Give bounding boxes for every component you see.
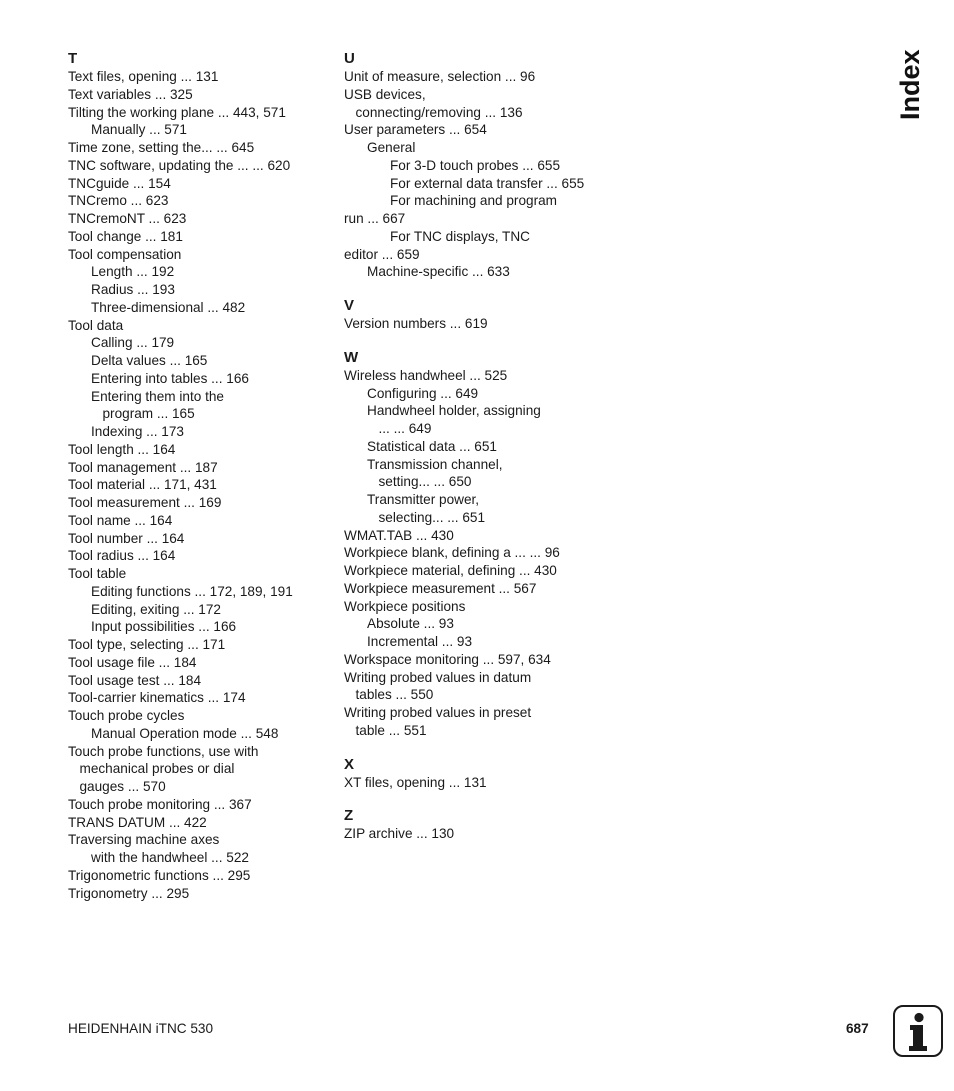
index-letter-heading: V — [344, 297, 355, 314]
index-entry: WMAT.TAB ... 430 — [344, 527, 454, 543]
index-entry: User parameters ... 654 — [344, 122, 487, 138]
index-entry: Tool data — [68, 317, 124, 333]
side-title-text: Index — [895, 49, 925, 120]
index-entry: Writing probed values in preset — [344, 705, 532, 720]
index-entry: ... ... 649 — [378, 421, 432, 436]
index-entry: For machining and program — [390, 193, 557, 209]
index-entry: table ... 551 — [355, 722, 427, 738]
index-entry: Radius ... 193 — [91, 282, 175, 297]
index-entry: Tool usage test ... 184 — [68, 672, 202, 688]
index-entry: Tool change ... 181 — [68, 228, 183, 244]
index-entry: Traversing machine axes — [68, 832, 220, 848]
index-entry: ZIP archive ... 130 — [344, 826, 455, 842]
index-column-right — [344, 49, 604, 843]
index-letter-heading: X — [344, 755, 355, 773]
index-entry: Tool material ... 171, 431 — [68, 477, 217, 493]
index-entry: Tool type, selecting ... 171 — [68, 637, 226, 652]
index-entry: Indexing ... 173 — [91, 424, 184, 439]
index-entry: TRANS DATUM ... 422 — [68, 814, 207, 830]
index-entry: Workspace monitoring ... 597, 634 — [344, 651, 551, 667]
index-group — [344, 49, 604, 281]
index-entry: Tool-carrier kinematics ... 174 — [68, 690, 246, 706]
index-entry: Workpiece positions — [344, 598, 466, 614]
index-entry: Handwheel holder, assigning — [367, 403, 541, 419]
index-entry: Delta values ... 165 — [91, 353, 208, 368]
index-entry: setting... ... 650 — [378, 474, 472, 490]
index-entry: For 3-D touch probes ... 655 — [390, 157, 561, 173]
index-entry: Text files, opening ... 131 — [68, 69, 219, 84]
footer-title: HEIDENHAIN iTNC 530 — [68, 1021, 214, 1036]
index-entry: TNCremoNT ... 623 — [68, 211, 187, 226]
index-entry: Entering them into the — [91, 388, 224, 404]
index-entry: Workpiece material, defining ... 430 — [344, 563, 557, 578]
index-entry: Manual Operation mode ... 548 — [91, 725, 279, 741]
index-entry: Tool measurement ... 169 — [68, 495, 222, 510]
index-entry: with the handwheel ... 522 — [91, 850, 249, 865]
index-entry: Transmitter power, — [367, 492, 480, 507]
index-entry: Workpiece measurement ... 567 — [344, 580, 537, 596]
index-entry: TNCremo ... 623 — [68, 193, 169, 209]
index-entry: Touch probe cycles — [68, 708, 185, 723]
index-entry: Tool table — [68, 566, 127, 581]
index-entry: Manually ... 571 — [91, 122, 187, 138]
index-entry: Absolute ... 93 — [367, 616, 454, 632]
index-entry: TNCguide ... 154 — [68, 175, 171, 191]
index-group — [344, 296, 604, 333]
index-entry: gauges ... 570 — [79, 779, 166, 794]
index-entry: TNC software, updating the ... ... 620 — [68, 157, 291, 173]
index-letter-heading: U — [344, 50, 355, 67]
index-entry: Version numbers ... 619 — [344, 316, 488, 331]
index-entry: XT files, opening ... 131 — [344, 774, 487, 790]
index-letter-heading: W — [344, 348, 359, 366]
index-entry: run ... 667 — [344, 211, 406, 226]
index-entry: General — [367, 140, 416, 155]
index-entry: Calling ... 179 — [91, 335, 175, 351]
index-entry: Tool management ... 187 — [68, 459, 218, 475]
index-entry: Editing functions ... 172, 189, 191 — [91, 583, 293, 599]
index-entry: selecting... ... 651 — [378, 509, 486, 525]
index-entry: For TNC displays, TNC — [390, 228, 530, 244]
index-entry: Tool radius ... 164 — [68, 548, 176, 564]
info-icon — [893, 1005, 943, 1057]
index-entry: connecting/removing ... 136 — [355, 104, 523, 120]
index-entry: Tool compensation — [68, 246, 182, 262]
page-number: 687 — [846, 1021, 869, 1036]
index-entry: Writing probed values in datum — [344, 669, 532, 685]
index-group — [344, 755, 604, 792]
index-entry: USB devices, — [344, 86, 426, 102]
index-entry: Tilting the working plane ... 443, 571 — [68, 104, 286, 120]
index-entry: Statistical data ... 651 — [367, 438, 497, 454]
index-entry: editor ... 659 — [344, 246, 420, 262]
index-entry: mechanical probes or dial — [79, 761, 235, 777]
index-column-left — [68, 49, 318, 902]
index-entry: Configuring ... 649 — [367, 385, 479, 401]
index-entry: Trigonometry ... 295 — [68, 885, 190, 901]
index-entry: Tool number ... 164 — [68, 530, 185, 546]
index-entry: Touch probe functions, use with — [68, 743, 259, 759]
index-entry: Tool name ... 164 — [68, 512, 173, 528]
index-entry: Trigonometric functions ... 295 — [68, 867, 251, 883]
index-group — [344, 348, 604, 740]
index-entry: Entering into tables ... 166 — [91, 370, 249, 386]
index-entry: Unit of measure, selection ... 96 — [344, 69, 536, 84]
index-entry: Length ... 192 — [91, 264, 175, 280]
index-entry: Machine-specific ... 633 — [367, 264, 510, 280]
index-entry: Tool usage file ... 184 — [68, 654, 197, 670]
index-letter-heading: Z — [344, 807, 354, 825]
index-entry: Editing, exiting ... 172 — [91, 601, 221, 617]
index-entry: Workpiece blank, defining a ... ... 96 — [344, 545, 560, 561]
index-entry: Time zone, setting the... ... 645 — [68, 140, 255, 155]
index-entry: Touch probe monitoring ... 367 — [68, 796, 252, 812]
index-group — [68, 49, 318, 902]
index-entry: For external data transfer ... 655 — [390, 175, 585, 191]
index-entry: Incremental ... 93 — [367, 634, 473, 649]
index-entry: Tool length ... 164 — [68, 441, 176, 457]
index-entry: tables ... 550 — [355, 687, 434, 703]
index-entry: Text variables ... 325 — [68, 86, 193, 102]
index-entry: Three-dimensional ... 482 — [91, 299, 246, 315]
index-entry: Input possibilities ... 166 — [91, 619, 237, 635]
index-entry: program ... 165 — [102, 406, 195, 422]
index-side-title — [888, 48, 928, 126]
index-group — [344, 806, 604, 843]
index-entry: Wireless handwheel ... 525 — [344, 367, 508, 383]
index-letter-heading: T — [68, 50, 78, 67]
index-entry: Transmission channel, — [367, 456, 503, 472]
